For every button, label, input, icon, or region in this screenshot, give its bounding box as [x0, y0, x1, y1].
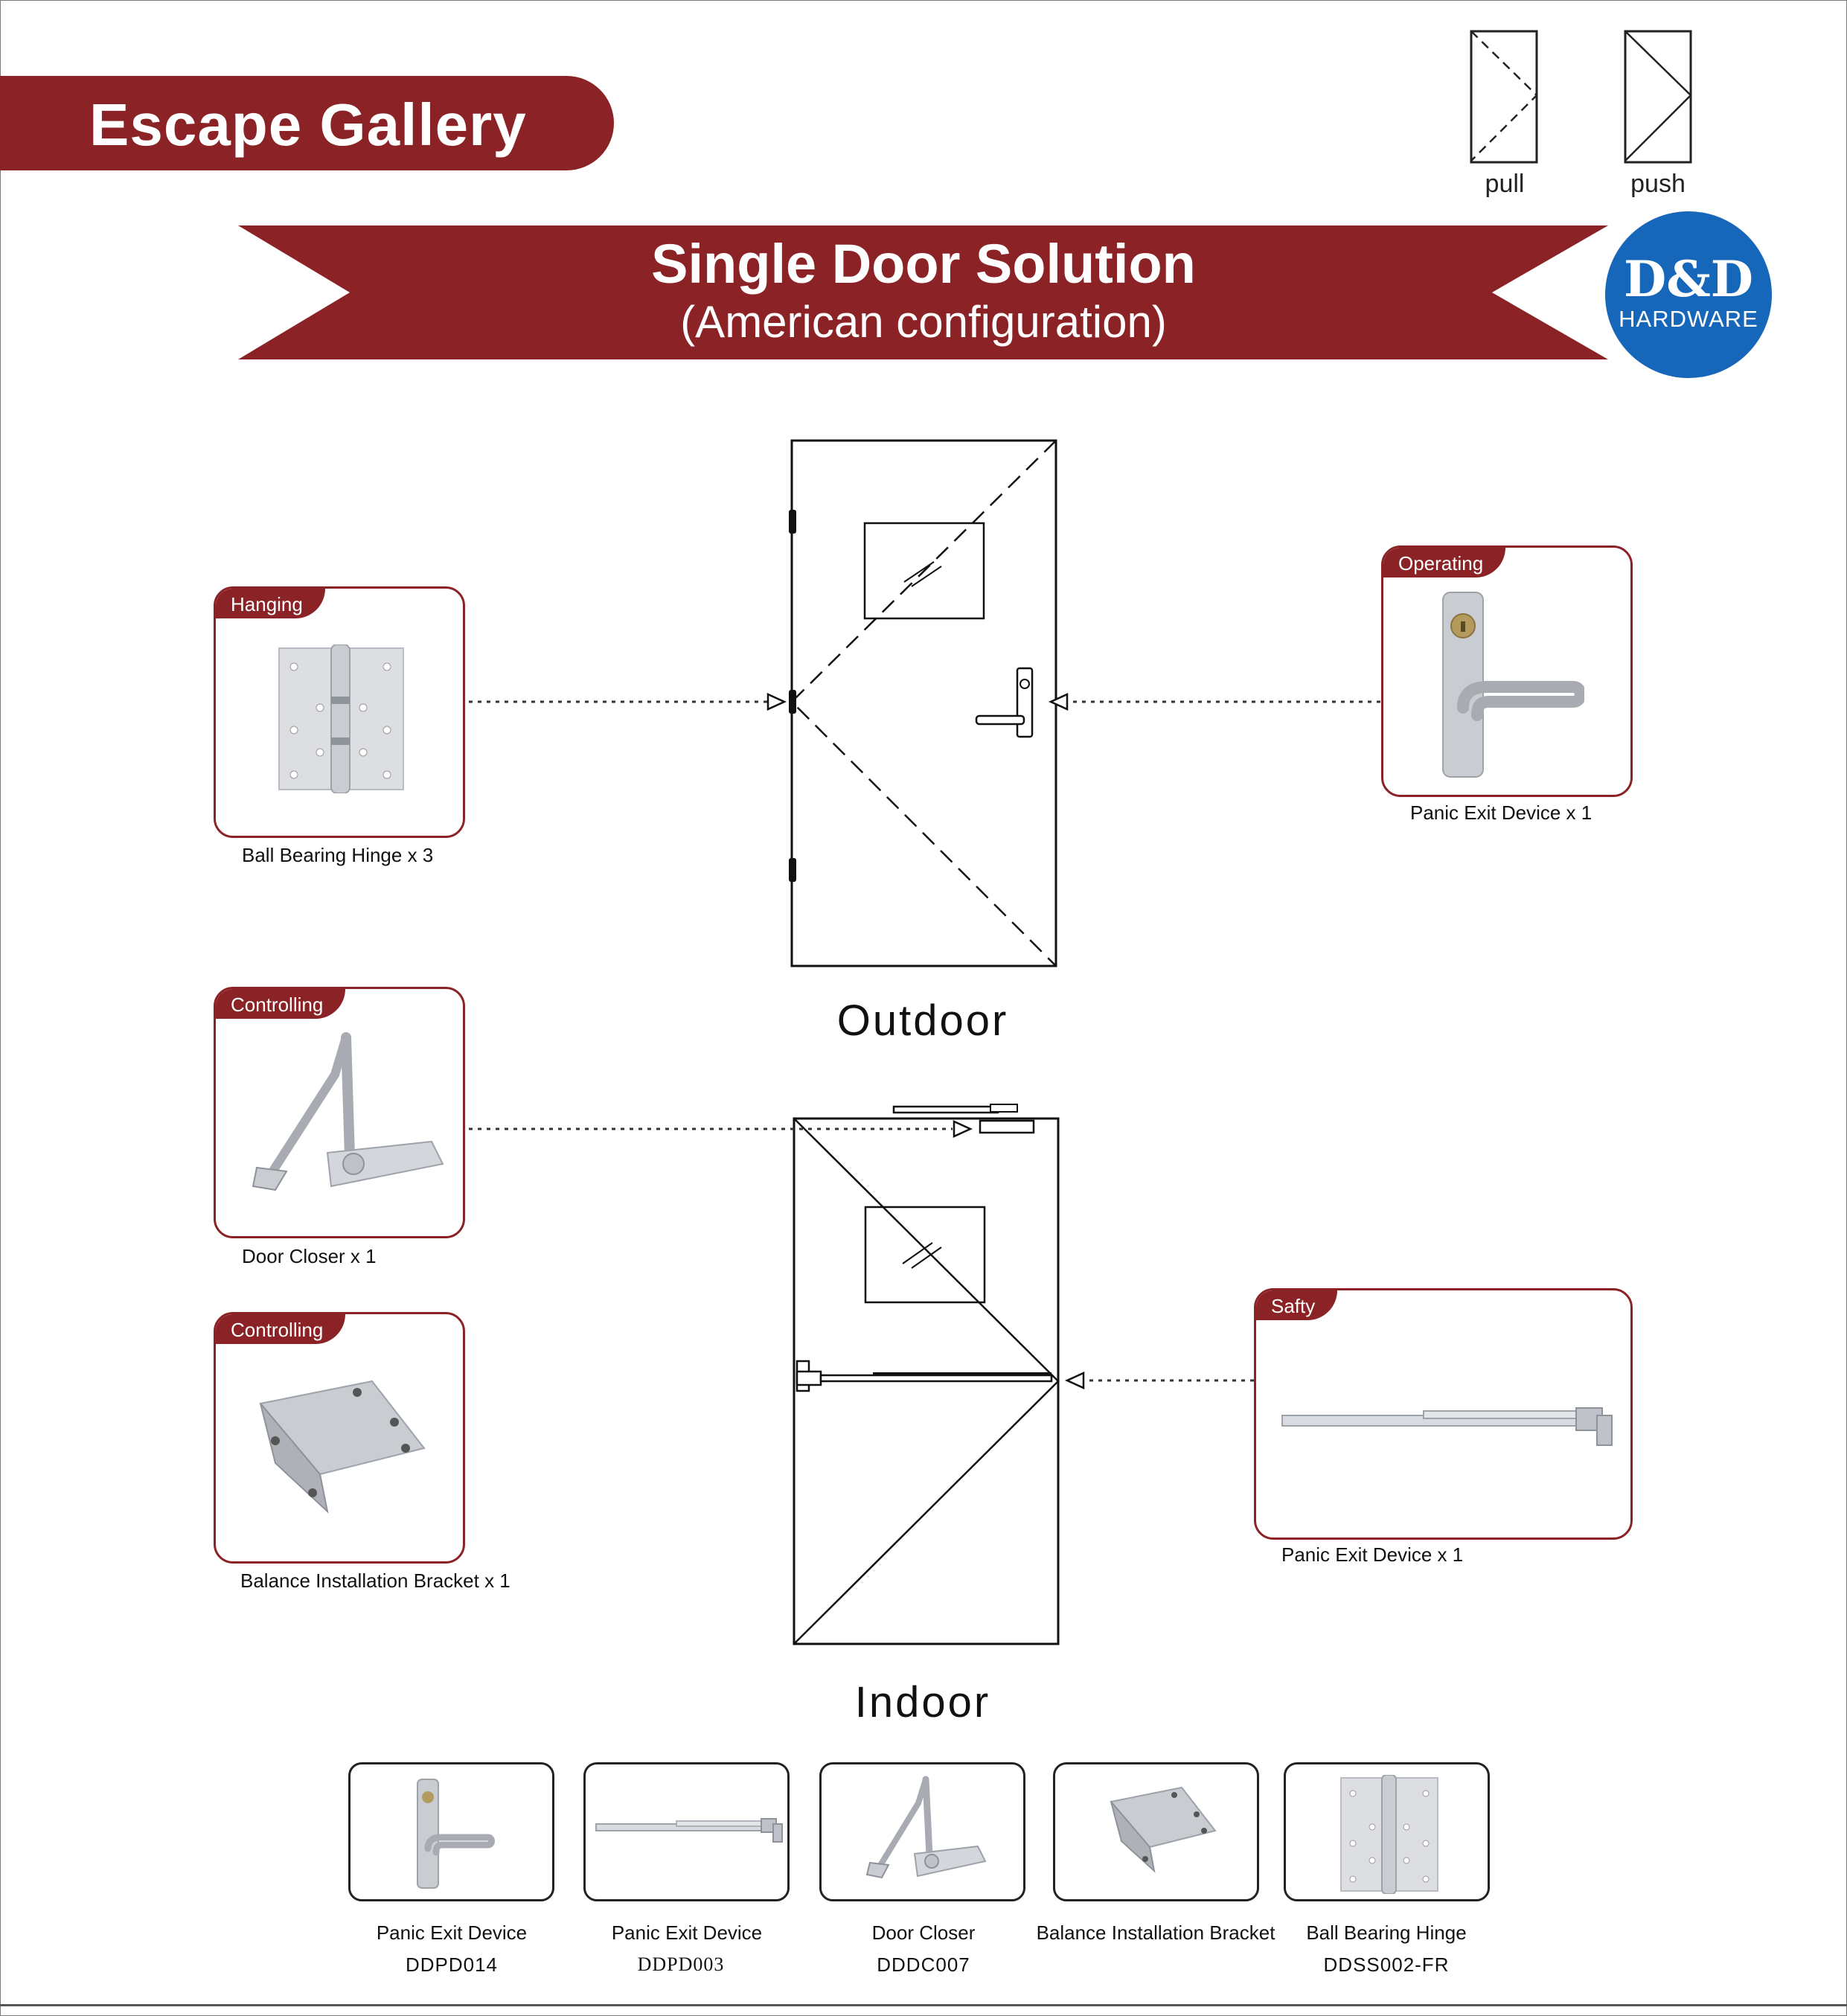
door-closer-icon — [862, 1773, 989, 1892]
product-code-5: DDSS002-FR — [1323, 1953, 1450, 1976]
safety-card — [1254, 1288, 1633, 1540]
bracket-icon — [1104, 1783, 1223, 1880]
banner-subtitle: (American configuration) — [680, 297, 1167, 347]
product-name-4: Balance Installation Bracket — [1036, 1921, 1275, 1944]
product-card-1 — [348, 1762, 554, 1901]
product-card-3 — [819, 1762, 1025, 1901]
page-title: Escape Gallery — [89, 92, 527, 158]
bracket-caption: Balance Installation Bracket x 1 — [240, 1569, 510, 1592]
logo-brand: D&D — [1623, 250, 1754, 308]
closer-tag: Controlling — [216, 989, 345, 1019]
operating-tag: Operating — [1383, 548, 1505, 577]
hanging-tag: Hanging — [216, 589, 325, 618]
operating-card — [1381, 545, 1633, 797]
product-card-5 — [1284, 1762, 1490, 1901]
door-closer-icon — [246, 1030, 446, 1216]
product-card-2 — [583, 1762, 790, 1901]
safety-tag: Safty — [1256, 1290, 1337, 1320]
ball-bearing-hinge-icon — [1338, 1775, 1442, 1894]
bracket-tag: Controlling — [216, 1314, 345, 1344]
product-code-1: DDPD014 — [405, 1953, 499, 1976]
ball-bearing-hinge-icon — [275, 644, 409, 793]
closer-caption: Door Closer x 1 — [242, 1245, 377, 1267]
product-name-2: Panic Exit Device — [611, 1921, 763, 1944]
pull-label: pull — [1485, 170, 1525, 198]
closer-card — [214, 987, 465, 1238]
product-card-4 — [1053, 1762, 1259, 1901]
bracket-card — [214, 1312, 465, 1564]
product-code-3: DDDC007 — [877, 1953, 970, 1976]
product-name-5: Ball Bearing Hinge — [1306, 1921, 1467, 1944]
lever-handle-icon — [414, 1778, 496, 1889]
hanging-card — [214, 586, 465, 838]
safety-caption: Panic Exit Device x 1 — [1281, 1543, 1464, 1566]
product-name-1: Panic Exit Device — [376, 1921, 528, 1944]
lever-handle-icon — [1435, 589, 1584, 782]
product-name-3: Door Closer — [871, 1921, 976, 1944]
logo-sub: HARDWARE — [1619, 306, 1758, 332]
hanging-caption: Ball Bearing Hinge x 3 — [242, 844, 434, 866]
push-label: push — [1630, 170, 1686, 198]
push-bar-icon — [595, 1815, 788, 1845]
outdoor-label: Outdoor — [836, 996, 1009, 1045]
operating-caption: Panic Exit Device x 1 — [1410, 801, 1592, 824]
banner-title: Single Door Solution — [651, 233, 1196, 295]
bottom-rule — [0, 2004, 1847, 2006]
indoor-label: Indoor — [854, 1678, 991, 1727]
product-code-2: DDPD003 — [637, 1953, 725, 1975]
bracket-icon — [246, 1374, 439, 1523]
push-bar-icon — [1278, 1402, 1621, 1447]
